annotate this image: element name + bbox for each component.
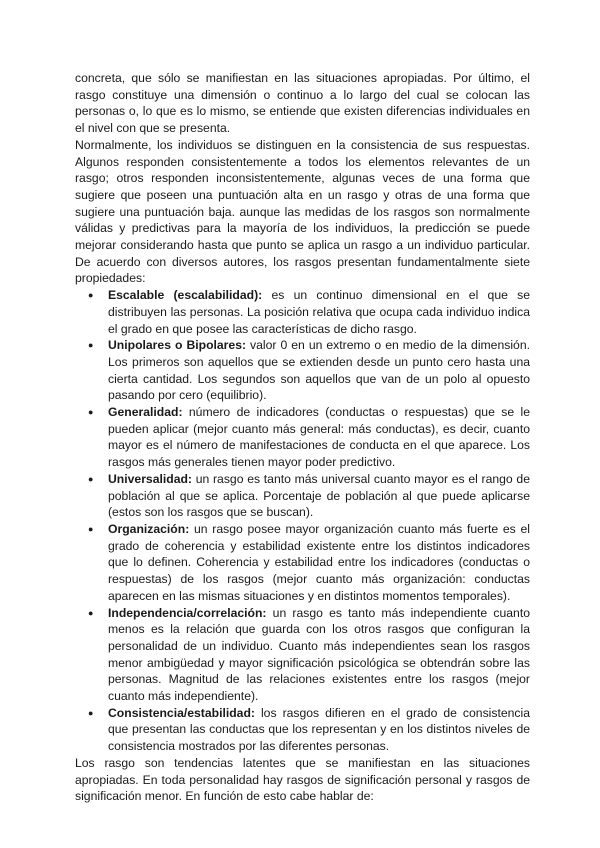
property-term: Unipolares o Bipolares: xyxy=(108,338,247,353)
bullet-icon: ● xyxy=(88,707,94,718)
bullet-icon: ● xyxy=(88,340,94,351)
trait-properties-list xyxy=(75,287,530,755)
list-item-organizacion xyxy=(88,521,530,605)
property-term: Consistencia/estabilidad: xyxy=(108,705,255,720)
list-item-universalidad xyxy=(88,471,530,521)
list-item-escalable xyxy=(88,287,530,337)
property-text: un rasgo posee mayor organización cuanto más fuerte es el grado de coherencia y estabilidad existente entre los distintos indicadores que lo definen. Coherencia y estabilidad entre los indicadores (conductas o respuestas) de los rasgos (mejor cuanto más organización: conductas aparecen en las mismas situaciones y en distintos momentos temporales). xyxy=(108,521,530,603)
property-text: un rasgo es tanto más universal cuanto mayor es el rango de población al que se aplica. Porcentaje de población al que puede aplicarse (estos son los rasgos que se buscan). xyxy=(108,471,530,520)
paragraph-latent-traits: Los rasgo son tendencias latentes que se manifiestan en las situaciones apropiadas. En toda personalidad hay rasgos de significación personal y rasgos de significación menor. En función de esto cabe hablar de: xyxy=(75,755,530,804)
property-text: número de indicadores (conductas o respuestas) que se le pueden aplicar (mejor cuanto más general: más conductas), es decir, cuanto mayor es el número de manifestaciones de conducta en el que aparece. Los rasgos más generales tienen mayor poder predictivo. xyxy=(108,405,530,470)
property-text: es un continuo dimensional en el que se distribuyen las personas. La posición relativa que ocupa cada individuo indica el grado en que posee las características de dicho rasgo. xyxy=(108,288,530,336)
property-term: Independencia/correlación: xyxy=(108,605,267,620)
list-item-consistencia xyxy=(88,705,530,755)
paragraph-intro-end: concreta, que sólo se manifiestan en las situaciones apropiadas. Por último, el rasgo constituye una dimensión o continuo a lo largo del cual se colocan las personas o, lo que es lo mismo, se entiende que existen diferencias individuales en el nivel con que se presenta. xyxy=(75,71,530,136)
property-term: Escalable (escalabilidad): xyxy=(108,288,263,303)
property-term: Organización: xyxy=(108,521,190,536)
list-item-generalidad xyxy=(88,404,530,471)
bullet-icon: ● xyxy=(88,290,94,301)
bullet-icon: ● xyxy=(88,473,94,484)
bullet-icon: ● xyxy=(88,407,94,418)
list-item-independencia xyxy=(88,605,530,705)
list-item-polaridad xyxy=(88,337,530,404)
property-term: Universalidad: xyxy=(108,471,192,486)
document-body xyxy=(75,70,530,805)
bullet-icon: ● xyxy=(88,523,94,534)
property-text: valor 0 en un extremo o en medio de la dimensión. Los primeros son aquellos que se extienden desde un punto cero hasta una cierta cantidad. Los segundos son aquellos que van de un polo al opuesto pasando por cero (equilibrio). xyxy=(108,338,530,403)
bullet-icon: ● xyxy=(88,607,94,618)
property-text: los rasgos difieren en el grado de consistencia que presentan las conductas que los representan y en los distintos niveles de consistencia mostrados por las diferentes personas. xyxy=(108,705,530,754)
property-text: un rasgo es tanto más independiente cuanto menos es la relación que guarda con los otros rasgos que configuran la personalidad de un individuo. Cuanto más independientes sean los rasgos menor ambigüedad y mayor significación psicológica se obtendrán sobre las personas. Magnitud de las relaciones existentes entre los rasgos (mejor cuanto más independiente). xyxy=(108,605,530,704)
paragraph-consistency: Normalmente, los individuos se distinguen en la consistencia de sus respuestas. Algunos responden consistentemente a todos los elementos relevantes de un rasgo; otros responden inconsistentemente, algunas veces de una forma que sugiere que poseen una puntuación alta en un rasgo y otras de una forma que sugiere una puntuación baja. aunque las medidas de los rasgos son normalmente válidas y predictivas para la mayoría de los individuos, la predicción se puede mejorar considerando hasta que punto se aplica un rasgo a un individuo particular. De acuerdo con diversos autores, los rasgos presentan fundamentalmente siete propiedades: xyxy=(75,137,530,286)
property-term: Generalidad: xyxy=(108,405,183,420)
